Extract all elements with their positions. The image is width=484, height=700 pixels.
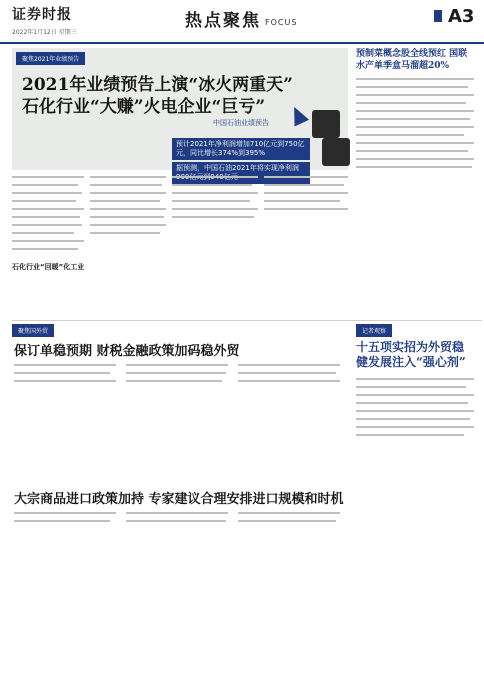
barrel-icon (322, 138, 350, 166)
section-title-en: FOCUS (265, 18, 298, 27)
right-body (356, 78, 474, 318)
callout-2: 据预测，中国石油2021年将实现净利润 (172, 162, 310, 184)
callout-1: 预计2021年净利润增加710亿元到750亿元，同比增长374%到395% (172, 138, 310, 160)
section2b-body (14, 512, 344, 682)
right-headline: 预制菜概念股全线预红 国联水产单季盒马溜超20% (356, 49, 468, 71)
page-marker-icon (434, 10, 442, 22)
section-title: 热点聚焦 (185, 11, 261, 31)
section2-headline: 保订单稳预期 财税金融政策加码稳外贸 (14, 344, 240, 359)
lead-headline-line1: 2021年业绩预告上演“冰火两重天” (22, 75, 293, 95)
section2-kicker: 聚焦国外贸 (12, 324, 54, 337)
right2-headline: 十五项实招为外贸稳健发展注入“强心剂” (356, 340, 466, 369)
lead-subhead: 石化行业“回暖”化工业 (12, 263, 85, 271)
page-number: A3 (448, 6, 475, 27)
section2-headline-b: 大宗商品进口政策加持 专家建议合理安排进口规模和时机 (14, 492, 344, 507)
lead-kicker: 聚焦2021年业绩预告 (16, 52, 85, 65)
lead-headline (22, 74, 293, 118)
dateline: 2022年1月12日 星期三 (12, 29, 77, 36)
oil-barrels-illustration (312, 108, 348, 168)
lead-body-col-2 (90, 176, 166, 314)
right2-kicker: 记者观察 (356, 324, 392, 337)
barrel-icon (312, 110, 340, 138)
section2-body (14, 364, 344, 474)
lead-body-col-1 (12, 176, 84, 306)
lead-headline-line2: 石化行业“大赚”火电企业“巨亏” (22, 97, 266, 117)
report-label: 中国石油业绩预告 (213, 119, 269, 127)
callout-group (172, 138, 310, 172)
lead-story-hero (12, 48, 348, 170)
right2-body (356, 378, 474, 688)
lead-body-col-4 (264, 176, 348, 314)
lead-body-col-3 (172, 176, 258, 314)
newspaper-brand: 证券时报 (12, 7, 72, 23)
